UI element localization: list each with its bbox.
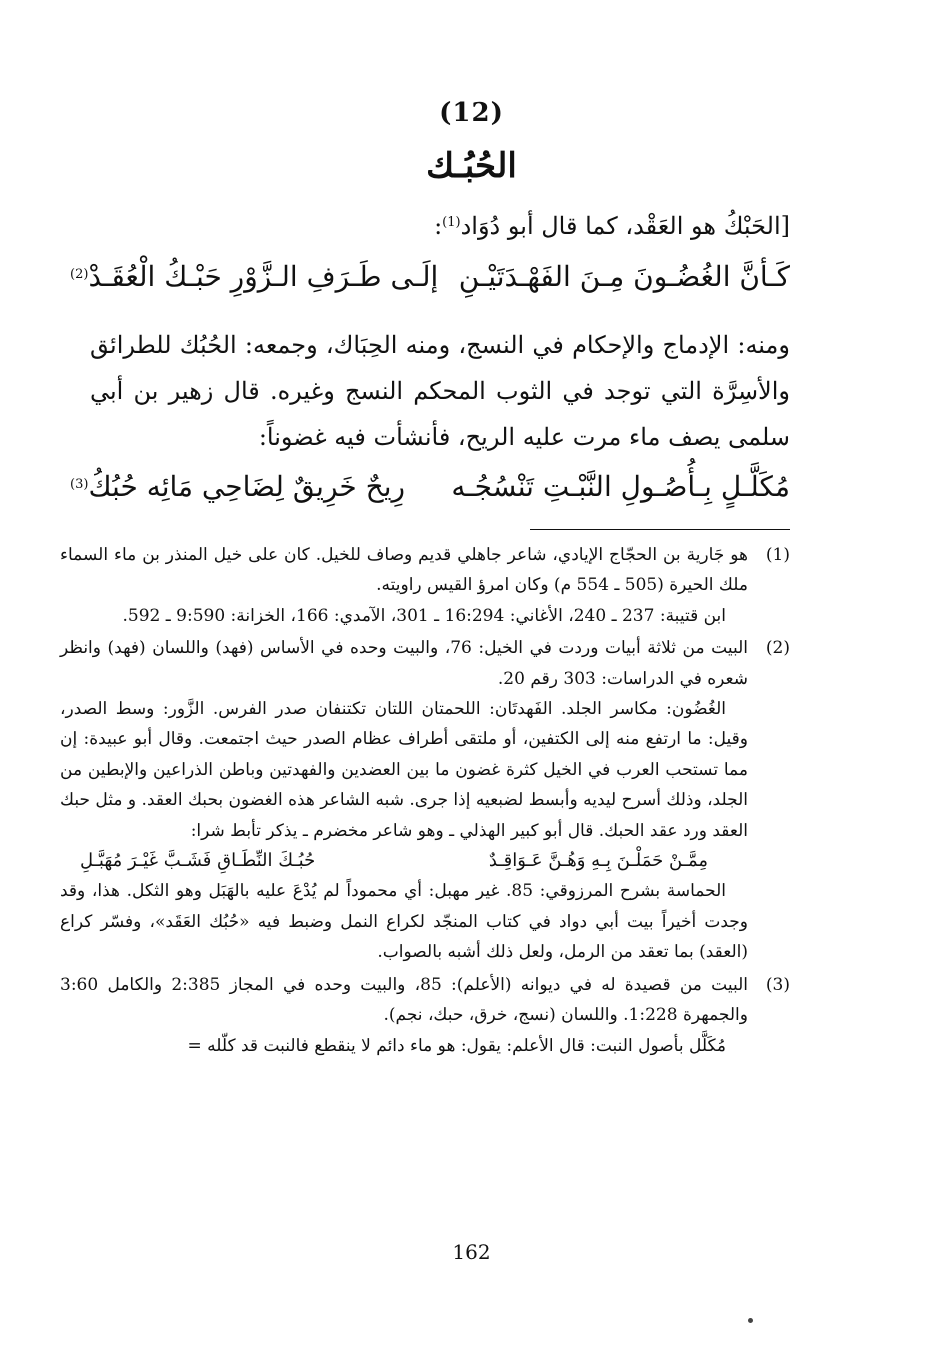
verse-zuhair xyxy=(70,470,790,522)
footnote-ref-1: (1) xyxy=(442,215,461,230)
chapter-title: الحُبُـك xyxy=(426,146,517,186)
footnote-number: (1) xyxy=(765,545,790,565)
main-paragraph: ومنه: الإدماج والإحكام في النسج، ومنه الحِبَاك، وجمعه: الحُبُك للطرائق والأسِرَّة التي توجد في الثوب المحكم النسج وغيره. قال زهير بن أبي سلمى يصف ماء مرت عليه الريح، فأنشأت فيه غضوناً: xyxy=(90,331,790,451)
intro-line xyxy=(90,200,790,249)
verse-second-hemistich xyxy=(70,470,405,503)
verse-first-hemistich: مُكَلَّـلٍ بِـأُصُـولِ النَّبْـتِ تَنْسُجُـه xyxy=(451,470,790,503)
chapter-number: (12) xyxy=(439,98,504,128)
footnote-text: الحماسة بشرح المرزوقي: 85. غير مهبل: أي محموداً لم يُدْعَ عليه بالهَبَل وهو الثكل. هذا، وقد وجدت أخيراً بيت أبي دواد في كتاب المنجّد لكراع النمل وضبط فيه «حُبُك العَقَد»، وفسّر كراع (العقد) بما تعقد من الرمل، ولعل ذلك أشبه بالصواب. xyxy=(60,881,748,963)
footnote-divider xyxy=(530,529,790,530)
verse-second-text: رِيحٌ خَرِيقٌ لِضَاحِي مَائِه حُبُكُ xyxy=(88,470,406,503)
verse-second-hemistich xyxy=(70,260,438,293)
footnote-verse-first: مِمَّـنْ حَمَلْـنَ بِـهِ وَهُـنَّ عَـوَاقِـدٌ xyxy=(488,850,708,872)
footnote-number: (3) xyxy=(765,974,790,995)
verse-first-hemistich: كَـأنَّ الغُضُـونَ مِـنَ الفَهْـدَتَيْـنِ xyxy=(458,260,790,293)
intro-text: [الحَبْكُ هو العَقْد، كما قال أبو دُوَاد xyxy=(460,212,790,240)
footnotes xyxy=(60,540,790,1063)
footnote-ref-3: (3) xyxy=(70,477,89,492)
verse-abu-duwad xyxy=(70,260,790,312)
footnote-3 xyxy=(60,970,790,1061)
intro-end: : xyxy=(434,212,443,240)
footnote-text: البيت من قصيدة له في ديوانه (الأعلم): 85، والبيت وحده في المجاز 2:385 والكامل 3:60 والجمهرة 1:228. واللسان (نسج، خرق، حبك، نجم). xyxy=(60,974,749,1026)
verse-second-text: إلَـى طَـرَفِ الـزَّوْرِ حَبْـكُ الْعُقَـدْ xyxy=(88,260,439,293)
footnote-verse xyxy=(60,846,748,876)
page-number: 162 xyxy=(452,1240,491,1264)
footnote-text: البيت من ثلاثة أبيات وردت في الخيل: 76، والبيت وحده في الأساس (فهد) واللسان (فهد) وانظر شعره في الدراسات: 303 رقم 20. xyxy=(60,638,748,689)
footnote-text: ابن قتيبة: 237 ـ 240، الأغاني: 16:294 ـ 301، الآمدي: 166، الخزانة: 9:590 ـ 592. xyxy=(122,605,726,626)
footnote-ref-2: (2) xyxy=(70,267,89,282)
footnote-1 xyxy=(60,540,790,631)
footnote-number: (2) xyxy=(765,638,790,659)
footnote-2 xyxy=(60,633,790,967)
footnote-verse-second: حُبُـكَ النِّطَـاقِ فَشَـبَّ غَيْـرَ مُهَبَّـلِ xyxy=(80,850,316,872)
footnote-text: الغُضُون: مكاسر الجلد. الفَهدتَان: اللحمتان اللتان تكتنفان صدر الفرس. الزَّور: وسط الصدر، وقيل: ما ارتفع منه إلى الكتفين، أو ملتقى أطراف عظام الصدر حيث اجتمعت. وقال أبو عبيدة: إن مما تستحب العرب في الخيل كثرة غضون ما بين العضدين والفهدتين وباطن الذراعين والإبطين من الجلد، وذلك أسرح ليديه وأبسط لضبعيه إذا جرى. شبه الشاعر هذه الغضون بحبك العقد. و مثل حبك العقد ورد عقد الحبك. قال أبو كبير الهذلي ـ وهو شاعر مخضرم ـ يذكر تأبط شرا: xyxy=(60,699,748,841)
scan-speck xyxy=(748,1318,753,1323)
footnote-text: هو جَارية بن الحجّاج الإيادي، شاعر جاهلي قديم وصاف للخيل. كان على خيل المنذر بن ماء السماء ملك الحيرة (505 ـ 554 م) وكان امرؤ القيس راويته. xyxy=(60,545,748,596)
footnote-text: مُكَلَّل بأصول النبت: قال الأعلم: يقول: هو ماء دائم لا ينقطع فالنبت قد كلّله = xyxy=(187,1035,726,1056)
